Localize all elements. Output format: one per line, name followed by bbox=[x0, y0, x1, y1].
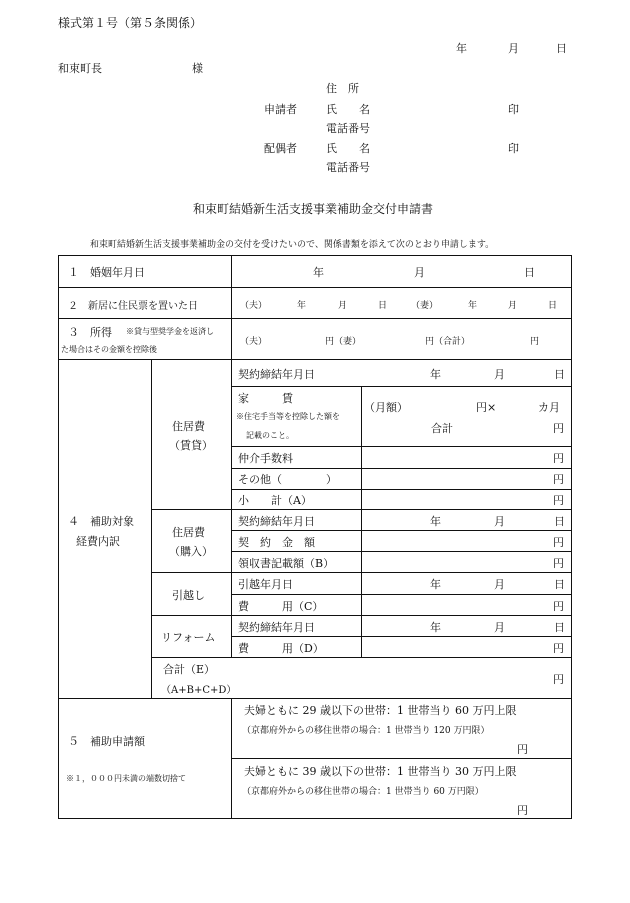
reform-contract-date-label: 契約締結年月日 bbox=[238, 621, 315, 634]
option1-yen: 円 bbox=[517, 743, 528, 756]
total-e-yen: 円 bbox=[553, 673, 564, 686]
applicant-role: 申請者 bbox=[264, 103, 297, 116]
row2-husband-day: 日 bbox=[378, 301, 388, 311]
total-e-label-1: 合計（E） bbox=[163, 663, 216, 676]
row1-label: １ 婚姻年月日 bbox=[68, 266, 145, 279]
addressee-honorific: 様 bbox=[192, 62, 203, 75]
rent-category-1: 住居費 bbox=[172, 420, 205, 433]
option2-title: 夫婦ともに 39 歳以下の世帯：1 世帯当り 30 万円上限 bbox=[244, 765, 517, 778]
applicant-seal: 印 bbox=[508, 103, 519, 116]
receipt-b-label: 領収書記載額（B） bbox=[238, 557, 335, 570]
row3-husband: （夫） bbox=[240, 337, 268, 347]
applicant-address-label: 住 所 bbox=[326, 82, 359, 95]
spouse-seal: 印 bbox=[508, 142, 519, 155]
brokerage-label: 仲介手数料 bbox=[238, 452, 293, 465]
moving-cost-c-label: 費 用（C） bbox=[238, 600, 324, 613]
rent-label: 家 賃 bbox=[238, 392, 293, 405]
form-number: 様式第１号（第５条関係） bbox=[58, 16, 203, 30]
row2-husband-year: 年 bbox=[297, 301, 307, 311]
brokerage-yen: 円 bbox=[553, 452, 564, 465]
reform-day: 日 bbox=[554, 621, 565, 634]
purchase-contract-day: 日 bbox=[554, 515, 565, 528]
reform-category: リフォーム bbox=[161, 631, 216, 644]
header-date-year: 年 bbox=[456, 42, 467, 55]
row1-day: 日 bbox=[524, 266, 535, 279]
reform-month: 月 bbox=[494, 621, 505, 634]
row3-note-1: ※貸与型奨学金を返済し bbox=[126, 327, 214, 336]
rent-contract-month: 月 bbox=[494, 368, 505, 381]
rent-yen-times: 円× bbox=[476, 401, 497, 414]
other-yen: 円 bbox=[553, 473, 564, 486]
reform-cost-yen: 円 bbox=[553, 642, 564, 655]
purchase-category-1: 住居費 bbox=[172, 526, 205, 539]
moving-year: 年 bbox=[430, 578, 441, 591]
row2-label: ２ 新居に住民票を置いた日 bbox=[68, 301, 198, 312]
moving-month: 月 bbox=[494, 578, 505, 591]
rent-note-2: 記載のこと。 bbox=[246, 431, 294, 440]
purchase-category-2: （購入） bbox=[169, 545, 213, 558]
row3-yen: 円 bbox=[530, 337, 540, 347]
row1-month: 月 bbox=[414, 266, 425, 279]
addressee: 和束町長 bbox=[58, 62, 102, 75]
applicant-name-label: 氏 名 bbox=[326, 103, 370, 116]
moving-cost-yen: 円 bbox=[553, 600, 564, 613]
contract-amount-yen: 円 bbox=[553, 536, 564, 549]
purchase-contract-year: 年 bbox=[430, 515, 441, 528]
reform-cost-d-label: 費 用（D） bbox=[238, 642, 324, 655]
spouse-name-label: 氏 名 bbox=[326, 142, 370, 155]
receipt-b-yen: 円 bbox=[553, 557, 564, 570]
row5-note: ※１，０００円未満の端数切捨て bbox=[66, 774, 186, 783]
row3-note-2: た場合はその金額を控除後 bbox=[61, 345, 157, 354]
purchase-contract-month: 月 bbox=[494, 515, 505, 528]
header-date-day: 日 bbox=[556, 42, 567, 55]
rent-contract-day: 日 bbox=[554, 368, 565, 381]
row3-wife: 円（妻） bbox=[325, 337, 362, 347]
contract-amount-label: 契 約 金 額 bbox=[238, 536, 315, 549]
intro-text: 和束町結婚新生活支援事業補助金の交付を受けたいので、関係書類を添えて次のとおり申請します。 bbox=[90, 240, 495, 250]
row2-wife: （妻） bbox=[411, 301, 439, 311]
reform-year: 年 bbox=[430, 621, 441, 634]
spouse-role: 配偶者 bbox=[264, 142, 297, 155]
option2-subtitle: （京都府外からの移住世帯の場合：1 世帯当り 60 万円限） bbox=[242, 787, 484, 797]
rent-contract-date-label: 契約締結年月日 bbox=[238, 368, 315, 381]
rent-months: カ月 bbox=[538, 401, 560, 414]
row1-year: 年 bbox=[313, 266, 324, 279]
option1-subtitle: （京都府外からの移住世帯の場合：1 世帯当り 120 万円限） bbox=[242, 726, 490, 736]
other-label: その他（ ） bbox=[238, 473, 337, 486]
moving-date-label: 引越年月日 bbox=[238, 578, 293, 591]
moving-day: 日 bbox=[554, 578, 565, 591]
subtotal-a-label: 小 計（A） bbox=[238, 494, 312, 507]
purchase-contract-date-label: 契約締結年月日 bbox=[238, 515, 315, 528]
row2-wife-month: 月 bbox=[508, 301, 518, 311]
option2-yen: 円 bbox=[517, 804, 528, 817]
row2-husband: （夫） bbox=[240, 301, 268, 311]
rent-category-2: （賃貸） bbox=[169, 439, 213, 452]
row4-label-2: 経費内訳 bbox=[76, 535, 120, 548]
applicant-phone-label: 電話番号 bbox=[326, 122, 370, 135]
row2-husband-month: 月 bbox=[338, 301, 348, 311]
row2-wife-year: 年 bbox=[468, 301, 478, 311]
subtotal-a-yen: 円 bbox=[553, 494, 564, 507]
row3-label: ３ 所得 bbox=[68, 326, 112, 339]
row4-label-1: ４ 補助対象 bbox=[68, 515, 134, 528]
total-e-label-2: （A+B+C+D） bbox=[161, 685, 237, 696]
rent-total-yen: 円 bbox=[553, 422, 564, 435]
row3-total: 円（合計） bbox=[425, 337, 471, 347]
rent-monthly-label: （月額） bbox=[364, 401, 408, 414]
spouse-phone-label: 電話番号 bbox=[326, 161, 370, 174]
option1-title: 夫婦ともに 29 歳以下の世帯：1 世帯当り 60 万円上限 bbox=[244, 704, 517, 717]
document-title: 和束町結婚新生活支援事業補助金交付申請書 bbox=[193, 202, 434, 216]
header-date-month: 月 bbox=[508, 42, 519, 55]
row2-wife-day: 日 bbox=[548, 301, 558, 311]
rent-total-label: 合計 bbox=[431, 422, 453, 435]
moving-category: 引越し bbox=[172, 589, 205, 602]
rent-contract-year: 年 bbox=[430, 368, 441, 381]
row5-label: ５ 補助申請額 bbox=[68, 735, 145, 748]
rent-note-1: ※住宅手当等を控除した額を bbox=[236, 412, 340, 421]
